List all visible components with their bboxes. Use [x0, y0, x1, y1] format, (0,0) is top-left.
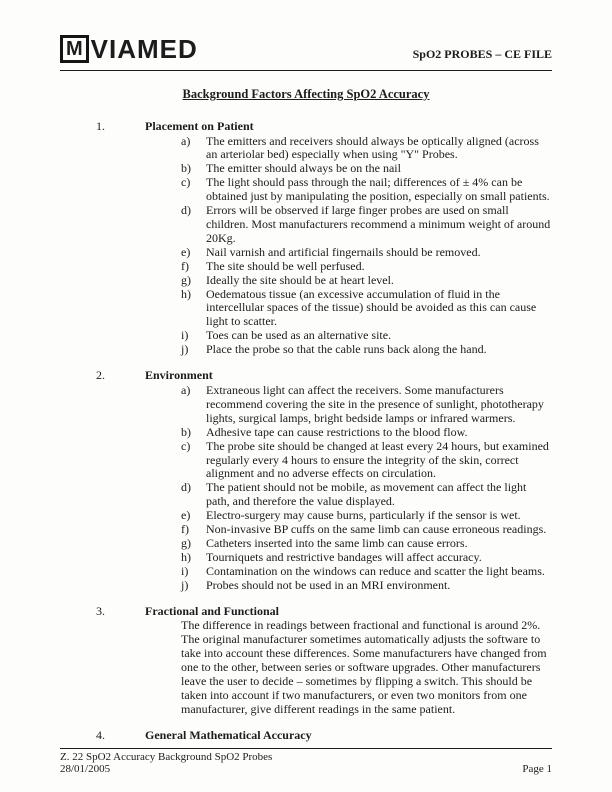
item-text: Errors will be observed if large finger probes are used on small children. Most manufacturers recommend a minimum weight of around 20Kg.	[206, 203, 551, 245]
item-label: d)	[181, 480, 191, 495]
item-text: The emitters and receivers should always be optically aligned (across an arteriolar bed) especially when using "Y" Probes.	[206, 133, 539, 162]
item-label: b)	[181, 424, 191, 439]
item-text: The site should be well perfused.	[206, 258, 365, 273]
item-text: The probe site should be changed at least every 24 hours, but examined regularly every 4 hours to ensure the integrity of the skin, correct alignment and no adverse effects on circulation.	[206, 438, 549, 481]
viamed-logo	[60, 34, 198, 64]
list-item	[181, 176, 552, 204]
item-text: Electro-surgery may cause burns, particularly if the sensor is wet.	[206, 508, 521, 523]
list-item	[181, 135, 552, 163]
item-label: j)	[181, 342, 189, 357]
section-heading: General Mathematical Accuracy	[145, 727, 312, 742]
item-label: j)	[181, 577, 189, 592]
list-item	[181, 329, 552, 343]
item-label: f)	[181, 522, 189, 537]
item-text: Non-invasive BP cuffs on the same limb can cause erroneous readings.	[206, 522, 547, 537]
item-text: The emitter should always be on the nail	[206, 161, 401, 176]
item-label: b)	[181, 161, 191, 176]
item-label: i)	[181, 563, 189, 578]
list-item	[181, 246, 552, 260]
list-item	[181, 537, 552, 551]
section-heading-row	[96, 369, 552, 383]
item-label: a)	[181, 382, 191, 397]
page-header	[60, 34, 552, 64]
section-fractional-and-functional	[60, 605, 552, 717]
item-text: Oedematous tissue (an excessive accumulation of fluid in the intercellular spaces of the tissue) should be avoided as this can cause light to scatter.	[206, 286, 537, 329]
item-label: e)	[181, 244, 191, 259]
section-heading: Environment	[145, 368, 213, 383]
list-item	[181, 260, 552, 274]
list-item	[181, 481, 552, 509]
header-divider	[60, 70, 552, 71]
section-paragraph: The difference in readings between fractional and functional is around 2%. The original manufacturer sometimes automatically adjusts the software to take into account these differences. Some manufacturers have changed from one to the other, between series or software upgrades. Other manufacturers leave the user to decide – sometimes by flipping a switch. This should be taken into account if two manufacturers, or even two monitors from one manufacturer, give different readings in the same patient.	[181, 618, 547, 716]
item-text: Adhesive tape can cause restrictions to the blood flow.	[206, 424, 468, 439]
item-text: Tourniquets and restrictive bandages will affect accuracy.	[206, 549, 482, 564]
logo-text: VIAMED	[90, 34, 198, 64]
item-text: Contamination on the windows can reduce and scatter the light beams.	[206, 563, 545, 578]
list-item	[181, 426, 552, 440]
footer-date: 28/01/2005	[60, 763, 111, 776]
item-label: g)	[181, 272, 191, 287]
list-item	[181, 162, 552, 176]
item-text: Place the probe so that the cable runs back along the hand.	[206, 342, 487, 357]
section-heading-row	[96, 729, 552, 743]
list-item	[181, 343, 552, 357]
page-footer	[60, 748, 552, 777]
list-item	[181, 440, 552, 482]
item-label: c)	[181, 438, 191, 453]
item-label: f)	[181, 258, 189, 273]
item-label: d)	[181, 203, 191, 218]
list-item	[181, 523, 552, 537]
section-number: 3.	[96, 603, 105, 618]
page-title: Background Factors Affecting SpO2 Accuracy	[182, 87, 430, 102]
list-item	[181, 565, 552, 579]
item-text: Catheters inserted into the same limb can cause errors.	[206, 535, 468, 550]
logo-m-icon: M	[60, 35, 89, 63]
section-placement-on-patient	[60, 120, 552, 357]
list-item	[181, 579, 552, 593]
document-reference: SpO2 PROBES – CE FILE	[412, 47, 552, 62]
item-label: e)	[181, 508, 191, 523]
section-number: 1.	[96, 118, 105, 133]
section-items	[181, 135, 552, 358]
list-item	[181, 509, 552, 523]
section-number: 2.	[96, 368, 105, 383]
section-items	[181, 384, 552, 593]
list-item	[181, 288, 552, 330]
section-heading: Placement on Patient	[145, 118, 254, 133]
item-text: The light should pass through the nail; differences of ± 4% can be obtained just by manipulating the position, especially on small patients.	[206, 175, 550, 204]
section-number: 4.	[96, 727, 105, 742]
list-item	[181, 274, 552, 288]
section-heading-row	[96, 120, 552, 134]
item-text: Extraneous light can affect the receivers. Some manufacturers recommend covering the site in the presence of sunlight, phototherapy lights, surgical lamps, bright bedside lamps or infrared warmers.	[206, 382, 544, 425]
section-heading: Fractional and Functional	[145, 603, 280, 618]
item-label: h)	[181, 549, 191, 564]
section-heading-row	[96, 605, 552, 619]
item-text: Probes should not be used in an MRI environment.	[206, 577, 451, 592]
item-text: Ideally the site should be at heart level.	[206, 272, 394, 287]
item-label: i)	[181, 328, 189, 343]
item-label: h)	[181, 286, 191, 301]
footer-doc-title: Z. 22 SpO2 Accuracy Background SpO2 Probes	[60, 750, 273, 763]
item-text: Nail varnish and artificial fingernails should be removed.	[206, 244, 481, 259]
footer-page-number: Page 1	[522, 763, 552, 776]
section-environment	[60, 369, 552, 593]
item-label: c)	[181, 175, 191, 190]
item-label: g)	[181, 535, 191, 550]
list-item	[181, 384, 552, 426]
footer-row-2	[60, 763, 552, 776]
list-item	[181, 551, 552, 565]
item-label: a)	[181, 133, 191, 148]
section-general-mathematical-accuracy	[60, 729, 552, 743]
footer-row-1	[60, 751, 552, 764]
item-text: Toes can be used as an alternative site.	[206, 328, 392, 343]
item-text: The patient should not be mobile, as movement can affect the light path, and therefore the value displayed.	[206, 480, 527, 509]
list-item	[181, 204, 552, 246]
